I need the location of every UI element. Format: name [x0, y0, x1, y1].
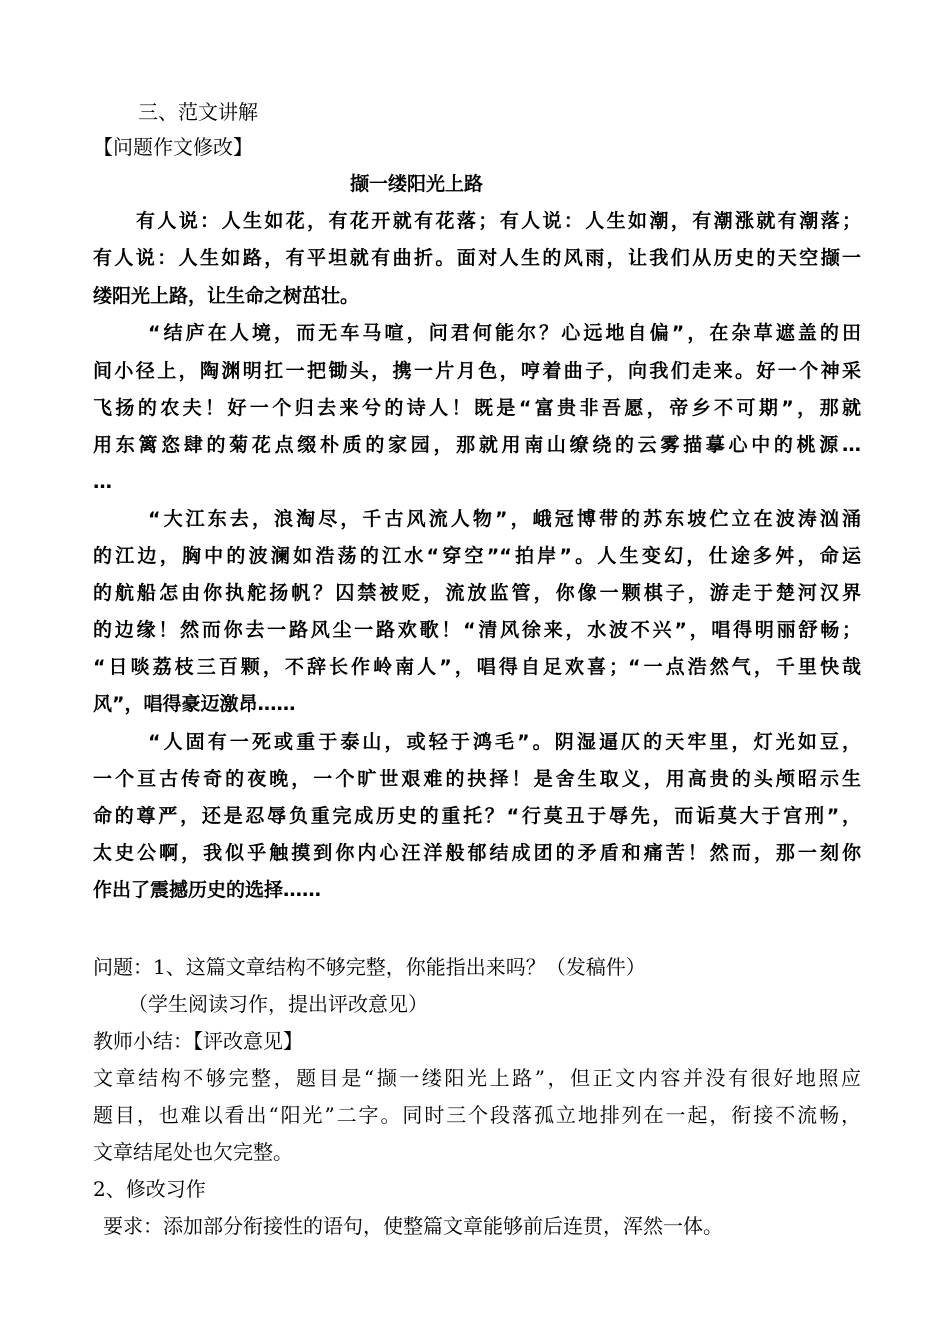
essay-p3-line: “大江东去，浪淘尽，千古风流人物”，峨冠博带的苏东坡伫立在波涛汹涌 [148, 508, 861, 530]
essay-p4-line: 命的尊严，还是忍辱负重完成历史的重托？“行莫丑于辱先，而诟莫大于宫刑”， [93, 805, 861, 827]
essay-p4-line: 作出了震撼历史的选择…… [93, 879, 322, 901]
essay-p3-line: 风”，唱得豪迈激昂…… [93, 693, 296, 715]
essay-p2-line: 飞扬的农夫！好一个归去来兮的诗人！既是“富贵非吾愿，帝乡不可期”，那就 [93, 397, 861, 419]
teacher-summary: 教师小结：【评改意见】 [93, 1029, 303, 1053]
essay-p4-line: “人固有一死或重于泰山，或轻于鸿毛”。阴湿逼仄的天牢里，灯光如豆， [148, 731, 861, 753]
comment-line: 文章结尾处也欠完整。 [93, 1140, 293, 1164]
essay-p1-line: 有人说：人生如路，有平坦就有曲折。面对人生的风雨，让我们从历史的天空撷一 [93, 247, 861, 269]
essay-p1-line: 缕阳光上路，让生命之树茁壮。 [93, 285, 360, 307]
essay-p3-line: “日啖荔枝三百颗，不辞长作岭南人”，唱得自足欢喜；“一点浩然气，千里快哉 [93, 656, 861, 678]
bracket-heading: 【问题作文修改】 [93, 135, 253, 159]
section-heading: 三、范文讲解 [138, 100, 258, 124]
essay-p4-line: 一个亘古传奇的夜晚，一个旷世艰难的抉择！是舍生取义，用高贵的头颅昭示生 [93, 768, 861, 790]
step-2-heading: 2、修改习作 [93, 1177, 206, 1201]
essay-p3-line: 的航船怎由你执舵扬帆？囚禁被贬，流放监管，你像一颗棋子，游走于楚河汉界 [93, 582, 861, 604]
essay-p2-line: 间小径上，陶渊明扛一把锄头，携一片月色，哼着曲子，向我们走来。好一个神采 [93, 360, 861, 382]
comment-line: 文章结构不够完整，题目是“撷一缕阳光上路”，但正文内容并没有很好地照应 [93, 1066, 861, 1090]
question-1: 问题：1、这篇文章结构不够完整，你能指出来吗？（发稿件） [93, 955, 646, 979]
essay-p1-line: 有人说：人生如花，有花开就有花落；有人说：人生如潮，有潮涨就有潮落； [136, 210, 861, 232]
essay-p2-line: “结庐在人境，而无车马喧，问君何能尔？心远地自偏”，在杂草遮盖的田 [148, 322, 861, 344]
essay-p4-line: 太史公啊，我似乎触摸到你内心汪洋般郁结成团的矛盾和痛苦！然而，那一刻你 [93, 842, 861, 864]
essay-p3-line: 的边缘！然而你去一路风尘一路欢歌！“清风徐来，水波不兴”，唱得明丽舒畅； [93, 619, 861, 641]
essay-p2-line: 用东篱恣肆的菊花点缀朴质的家园，那就用南山缭绕的云雾描摹心中的桃源… [93, 434, 861, 456]
student-note: （学生阅读习作，提出评改意见） [128, 992, 428, 1016]
requirement: 要求：添加部分衔接性的语句，使整篇文章能够前后连贯，浑然一体。 [103, 1214, 723, 1238]
essay-p3-line: 的江边，胸中的波澜如浩荡的江水“穿空”“拍岸”。人生变幻，仕途多舛，命运 [93, 545, 861, 567]
essay-p2-line: … [93, 471, 112, 493]
essay-title: 撷一缕阳光上路 [350, 173, 484, 195]
comment-line: 题目，也难以看出“阳光”二字。同时三个段落孤立地排列在一起，衔接不流畅， [93, 1103, 861, 1127]
